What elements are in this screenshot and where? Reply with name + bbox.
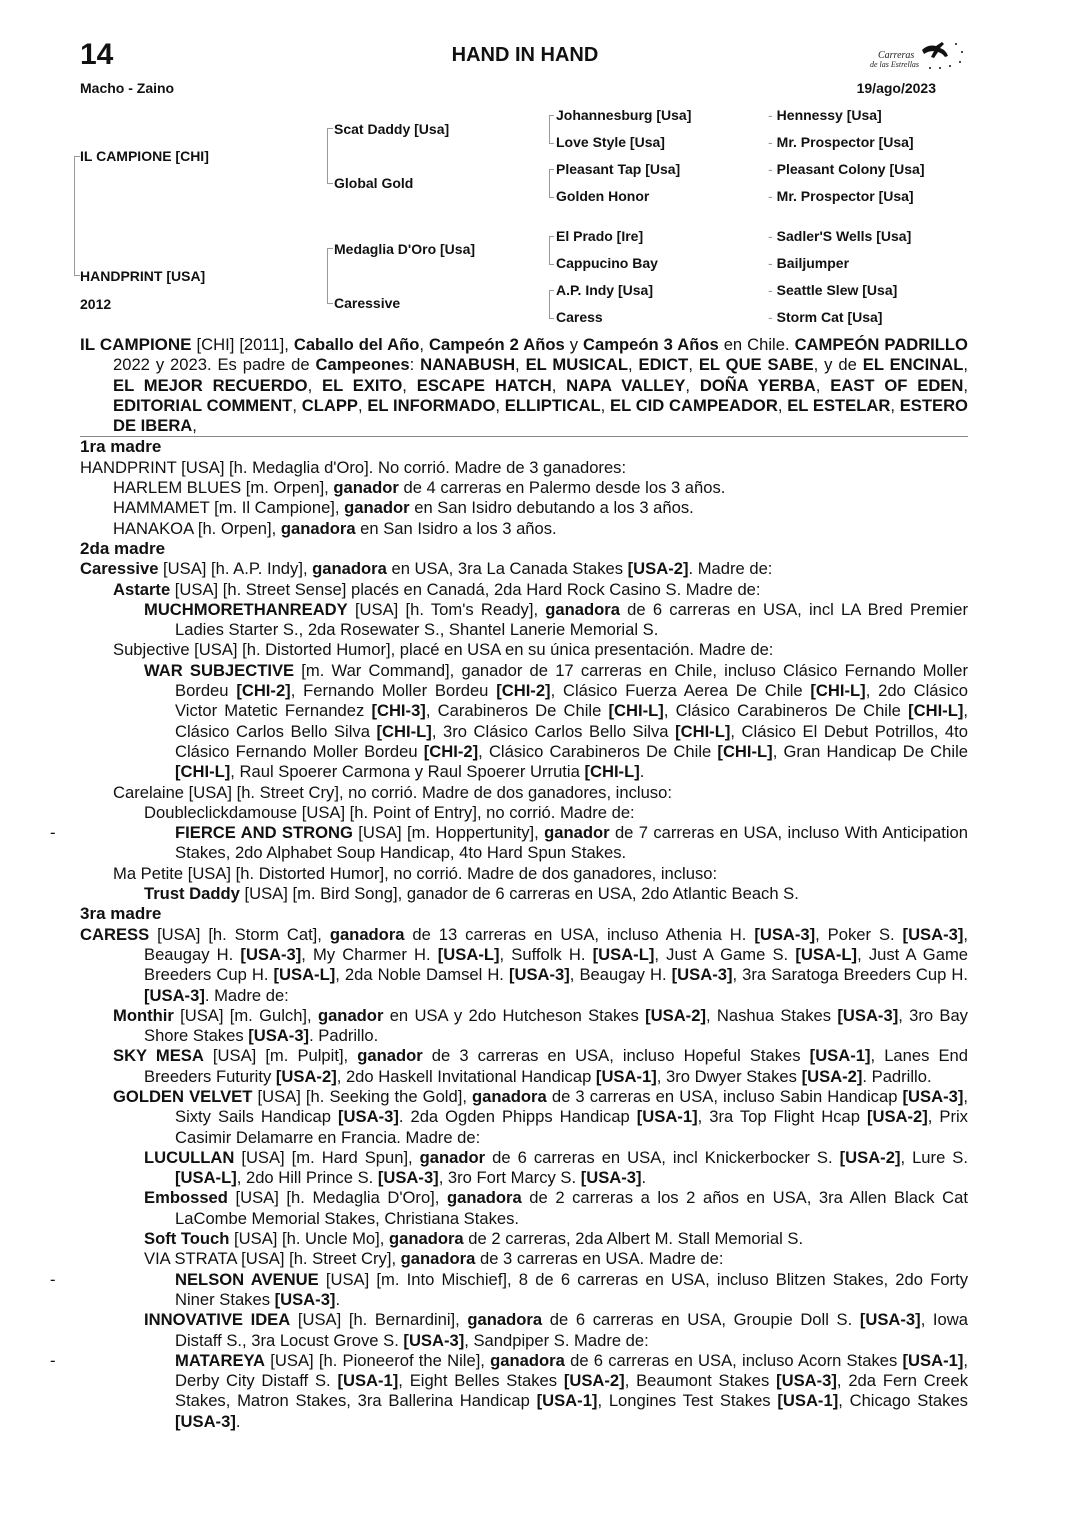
section-heading: 3ra madre [80,904,162,924]
pedigree-gen3: Love Style [Usa] [556,134,665,150]
horse-name: HAND IN HAND [451,44,599,66]
pedigree-sire: IL CAMPIONE [CHI] [80,148,209,164]
produce-line: HANAKOA [h. Orpen], ganadora en San Isidro a los 3 años. [113,518,557,538]
pedigree-bracket [549,115,554,144]
pedigree-sire-dam: Global Gold [334,175,414,191]
pedigree-bracket [549,169,554,198]
produce-line: Subjective [USA] [h. Distorted Humor], placé en USA en su única presentación. Madre de: [113,640,774,660]
pedigree-dam: HANDPRINT [USA] [80,268,206,284]
produce-line: LUCULLAN [USA] [m. Hard Spun], ganador de 6 carreras en USA, incl Knickerbocker S. [USA-2], Lure S. [USA-L], 2do Hill Prince S. [USA-3], 3ro Fort Marcy S. [USA-3]. [144,1147,968,1188]
pedigree-gen4: - Mr. Prospector [Usa] [768,134,914,150]
second-dam-paragraph: Caressive [USA] [h. A.P. Indy], ganadora en USA, 3ra La Canada Stakes [USA-2]. Madre de: [80,559,773,579]
svg-text:Carreras: Carreras [878,50,915,61]
pedigree-gen3: Cappucino Bay [556,255,658,271]
produce-line: - MATAREYA [USA] [h. Pioneerof the Nile], ganadora de 6 carreras en USA, incluso Acorn Stakes [USA-1], Derby City Distaff S. [USA-1], Eight Belles Stakes [USA-2], Beaumont Stakes [USA-3], 2da Fern Creek Stakes, Matron Stakes, 3ra Ballerina Handicap [USA-1], Longines Test Stakes [USA-1], Chicago Stakes [USA-3]. [50,1350,968,1431]
entry-number: 14 [80,38,114,71]
produce-line: VIA STRATA [USA] [h. Street Cry], ganadora de 3 carreras en USA. Madre de: [144,1249,724,1269]
produce-line: MUCHMORETHANREADY [USA] [h. Tom's Ready], ganadora de 6 carreras en USA, incl LA Bred Premier Ladies Starter S., 2da Rosewater S., Shantel Lanerie Memorial S. [144,599,968,640]
produce-line: GOLDEN VELVET [USA] [h. Seeking the Gold], ganadora de 3 carreras en USA, incluso Sabin Handicap [USA-3], Sixty Sails Handicap [USA-3]. 2da Ogden Phipps Handicap [USA-1], 3ra Top Flight Hcap [USA-2], Prix Casimir Delamarre en Francia. Madre de: [113,1086,968,1147]
produce-line: Embossed [USA] [h. Medaglia D'Oro], ganadora de 2 carreras a los 2 años en USA, 3ra Allen Black Cat LaCombe Memorial Stakes, Christiana Stakes. [144,1188,969,1228]
sire-paragraph: IL CAMPIONE [CHI] [2011], Caballo del Año, Campeón 2 Años y Campeón 3 Años en Chile. CAMPEÓN PADRILLO 2022 y 2023. Es padre de Campeones: NANABUSH, EL MUSICAL, EDICT, EL QUE SABE, y de EL ENCINAL, EL MEJOR RECUERDO, EL EXITO, ESCAPE HATCH, NAPA VALLEY, DOÑA YERBA, EAST OF EDEN, EDITORIAL COMMENT, CLAPP, EL INFORMADO, ELLIPTICAL, EL CID CAMPEADOR, EL ESTELAR, ESTERO DE IBERA, [80,335,968,436]
produce-line: - FIERCE AND STRONG [USA] [m. Hoppertunity], ganador de 7 carreras en USA, incluso With Anticipation Stakes, 2do Alphabet Soup Handicap, 4to Hard Spun Stakes. [50,823,969,863]
section-heading: 2da madre [80,538,166,558]
first-dam-paragraph: HANDPRINT [USA] [h. Medaglia d'Oro]. No corrió. Madre de 3 ganadores: [80,457,627,477]
section-heading: 1ra madre [80,437,162,457]
pedigree-gen4: - Storm Cat [Usa] [768,309,883,325]
sex-color: Macho - Zaino [80,80,175,96]
catalog-date: 19/ago/2023 [856,80,936,96]
logo-image [864,36,968,76]
pedigree-gen3: Pleasant Tap [Usa] [556,161,681,177]
produce-line: INNOVATIVE IDEA [USA] [h. Bernardini], ganadora de 6 carreras en USA, Groupie Doll S. [USA-3], Iowa Distaff S., 3ra Locust Grove S. [USA-3], Sandpiper S. Madre de: [144,1310,968,1350]
pedigree-gen3: Johannesburg [Usa] [556,107,692,123]
pedigree-gen4: - Bailjumper [768,255,850,271]
pedigree-gen4: - Hennessy [Usa] [768,107,882,123]
pedigree-gen4: - Sadler'S Wells [Usa] [768,228,912,244]
pedigree-sire-sire: Scat Daddy [Usa] [334,121,450,137]
pedigree-gen3: Caress [556,309,603,325]
produce-line: SKY MESA [USA] [m. Pulpit], ganador de 3 carreras en USA, incluso Hopeful Stakes [USA-1], Lanes End Breeders Futurity [USA-2], 2do Haskell Invitational Handicap [USA-1], 3ro Dwyer Stakes [USA-2]. Padrillo. [113,1046,969,1086]
catalog-body [50,335,969,1432]
produce-line: HAMMAMET [m. Il Campione], ganador en San Isidro debutando a los 3 años. [113,498,694,518]
produce-line: Monthir [USA] [m. Gulch], ganador en USA y 2do Hutcheson Stakes [USA-2], Nashua Stakes [USA-3], 3ro Bay Shore Stakes [USA-3]. Padrillo. [113,1005,968,1046]
produce-line: Astarte [USA] [h. Street Sense] placés en Canadá, 2da Hard Rock Casino S. Madre de: [113,579,761,599]
pedigree-gen4: - Seattle Slew [Usa] [768,282,898,298]
pedigree-bracket [549,236,554,265]
produce-line: - NELSON AVENUE [USA] [m. Into Mischief], 8 de 6 carreras en USA, incluso Blitzen Stakes, 2do Forty Niner Stakes [USA-3]. [50,1269,968,1309]
produce-line: Carelaine [USA] [h. Street Cry], no corrió. Madre de dos ganadores, incluso: [113,782,672,802]
pedigree-gen3: A.P. Indy [Usa] [556,282,653,298]
pedigree-gen4: - Mr. Prospector [Usa] [768,188,914,204]
produce-line: Ma Petite [USA] [h. Distorted Humor], no corrió. Madre de dos ganadores, incluso: [113,863,718,883]
produce-line: Trust Daddy [USA] [m. Bird Song], ganador de 6 carreras en USA, 2do Atlantic Beach S. [144,884,799,904]
produce-line: WAR SUBJECTIVE [m. War Command], ganador de 17 carreras en Chile, incluso Clásico Fernando Moller Bordeu [CHI-2], Fernando Moller Bordeu [CHI-2], Clásico Fuerza Aerea De Chile [CHI-L], 2do Clásico Victor Matetic Fernandez [CHI-3], Carabineros De Chile [CHI-L], Clásico Carabineros De Chile [CHI-L], Clásico Carlos Bello Silva [CHI-L], 3ro Clásico Carlos Bello Silva [CHI-L], Clásico El Debut Potrillos, 4to Clásico Fernando Moller Bordeu [CHI-2], Clásico Carabineros De Chile [CHI-L], Gran Handicap De Chile [CHI-L], Raul Spoerer Carmona y Raul Spoerer Urrutia [CHI-L]. [144,660,968,782]
pedigree-bracket [74,156,80,276]
pedigree-bracket [549,290,554,319]
pedigree-gen4: - Pleasant Colony [Usa] [768,161,925,177]
pedigree-dam-dam: Caressive [334,295,401,311]
produce-line: Doubleclickdamouse [USA] [h. Point of Entry], no corrió. Madre de: [144,802,635,822]
produce-line: HARLEM BLUES [m. Orpen], ganador de 4 carreras en Palermo desde los 3 años. [113,478,726,498]
pedigree-bracket [327,128,333,184]
pedigree-dam-sire: Medaglia D'Oro [Usa] [334,241,476,257]
pedigree-gen3: Golden Honor [556,188,650,204]
pedigree-gen3: El Prado [Ire] [556,228,644,244]
produce-line: Soft Touch [USA] [h. Uncle Mo], ganadora de 2 carreras, 2da Albert M. Stall Memorial S. [144,1229,804,1249]
svg-text:de las Estrellas: de las Estrellas [870,60,920,69]
pedigree-year: 2012 [80,296,112,312]
pedigree-bracket [327,248,333,304]
third-dam-paragraph: CARESS [USA] [h. Storm Cat], ganadora de 13 carreras en USA, incluso Athenia H. [USA-3], Poker S. [USA-3], Beaugay H. [USA-3], My Charmer H. [USA-L], Suffolk H. [USA-L], Just A Game S. [USA-L], Just A Game Breeders Cup H. [USA-L], 2da Noble Damsel H. [USA-3], Beaugay H. [USA-3], 3ra Saratoga Breeders Cup H. [USA-3]. Madre de: [80,924,969,1005]
